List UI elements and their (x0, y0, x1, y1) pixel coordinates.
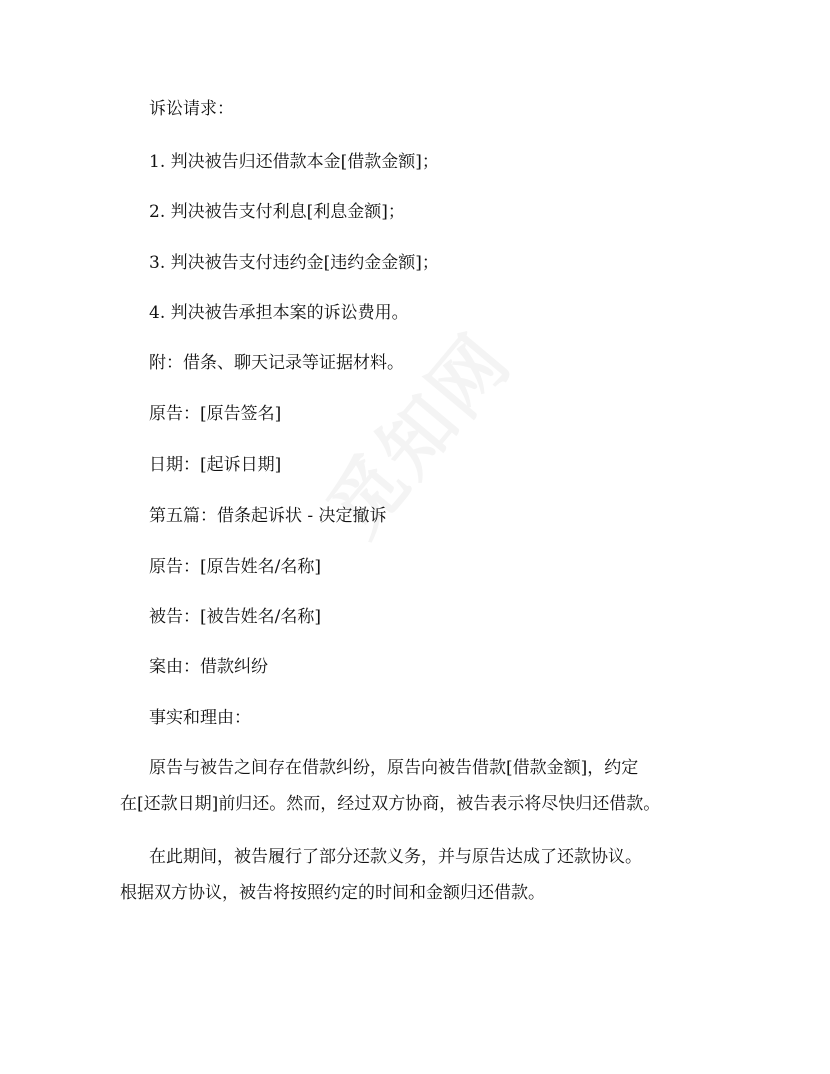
claim-item-3: 3. 判决被告支付违约金[违约金金额]； (149, 253, 439, 273)
claim-item-2: 2. 判决被告支付利息[利息金额]； (149, 202, 405, 222)
section-title: 第五篇：借条起诉状 - 决定撤诉 (149, 506, 387, 526)
facts-heading: 事实和理由： (149, 708, 251, 728)
date-line: 日期：[起诉日期] (149, 455, 282, 475)
cause-line: 案由：借款纠纷 (149, 657, 268, 677)
watermark (289, 291, 551, 579)
paragraph-1-line-2: 在[还款日期]前归还。然而，经过双方协商，被告表示将尽快归还借款。 (120, 794, 661, 814)
claim-item-4: 4. 判决被告承担本案的诉讼费用。 (149, 303, 409, 323)
paragraph-2-line-1: 在此期间，被告履行了部分还款义务，并与原告达成了还款协议。 (149, 847, 642, 867)
attachment-line: 附：借条、聊天记录等证据材料。 (149, 353, 404, 373)
paragraph-2-line-2: 根据双方协议，被告将按照约定的时间和金额归还借款。 (120, 883, 545, 903)
paragraph-1-line-1: 原告与被告之间存在借款纠纷，原告向被告借款[借款金额]，约定 (149, 758, 639, 778)
claim-item-1: 1. 判决被告归还借款本金[借款金额]； (149, 152, 439, 172)
plaintiff-signature-line: 原告：[原告签名] (149, 404, 282, 424)
plaintiff-line: 原告：[原告姓名/名称] (149, 557, 321, 577)
heading-claims: 诉讼请求： (149, 99, 234, 119)
defendant-line: 被告：[被告姓名/名称] (149, 607, 321, 627)
